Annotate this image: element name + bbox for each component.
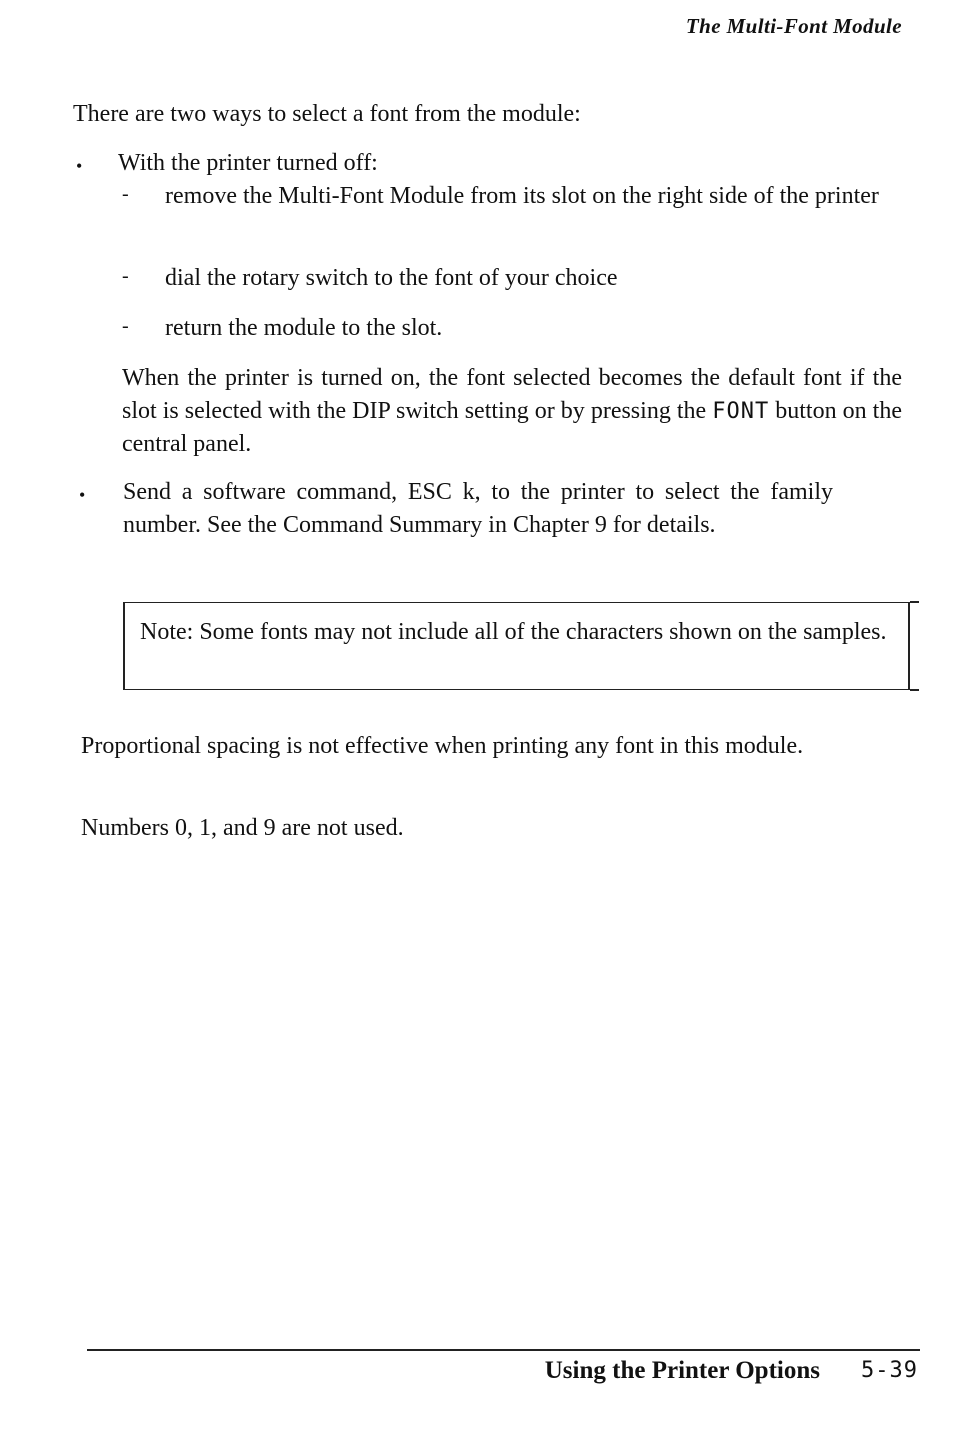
bullet-marker: • [76, 156, 83, 176]
font-button-name: FONT [712, 399, 770, 424]
dash-marker: - [122, 315, 129, 337]
bullet-item-printer-off: With the printer turned off: [118, 150, 378, 176]
default-font-text-end: button on the central panel. [122, 398, 903, 457]
note-box-corner [910, 689, 919, 691]
default-font-paragraph [122, 362, 902, 461]
running-header: The Multi-Font Module [685, 14, 902, 38]
footer-rule [87, 1349, 920, 1351]
proportional-spacing-paragraph: Proportional spacing is not effective when printing any font in this module. [81, 733, 804, 759]
note-box-corner [910, 601, 919, 603]
bullet-marker: • [79, 485, 86, 505]
unused-numbers-paragraph: Numbers 0, 1, and 9 are not used. [81, 815, 404, 841]
default-font-text: When the printer is turned on, the font selected becomes the default font if the slot is selected with the DIP switch setting or by pressing the [122, 365, 902, 424]
intro-paragraph: There are two ways to select a font from the module: [73, 101, 581, 127]
page-number: 5-39 [861, 1358, 918, 1383]
step-dial-switch: dial the rotary switch to the font of your choice [165, 265, 618, 291]
footer-section-title: Using the Printer Options [544, 1357, 820, 1384]
note-box [123, 602, 910, 690]
bullet-item-software-command: Send a software command, ESC k, to the printer to select the family number. See the Command Summary in Chapter 9 for details. [123, 479, 833, 538]
dash-marker: - [122, 183, 129, 205]
step-return-module: return the module to the slot. [165, 315, 443, 341]
step-remove-module: remove the Multi-Font Module from its slot on the right side of the printer [165, 183, 879, 209]
dash-marker: - [122, 265, 129, 287]
note-text: Note: Some fonts may not include all of the characters shown on the samples. [140, 619, 887, 645]
